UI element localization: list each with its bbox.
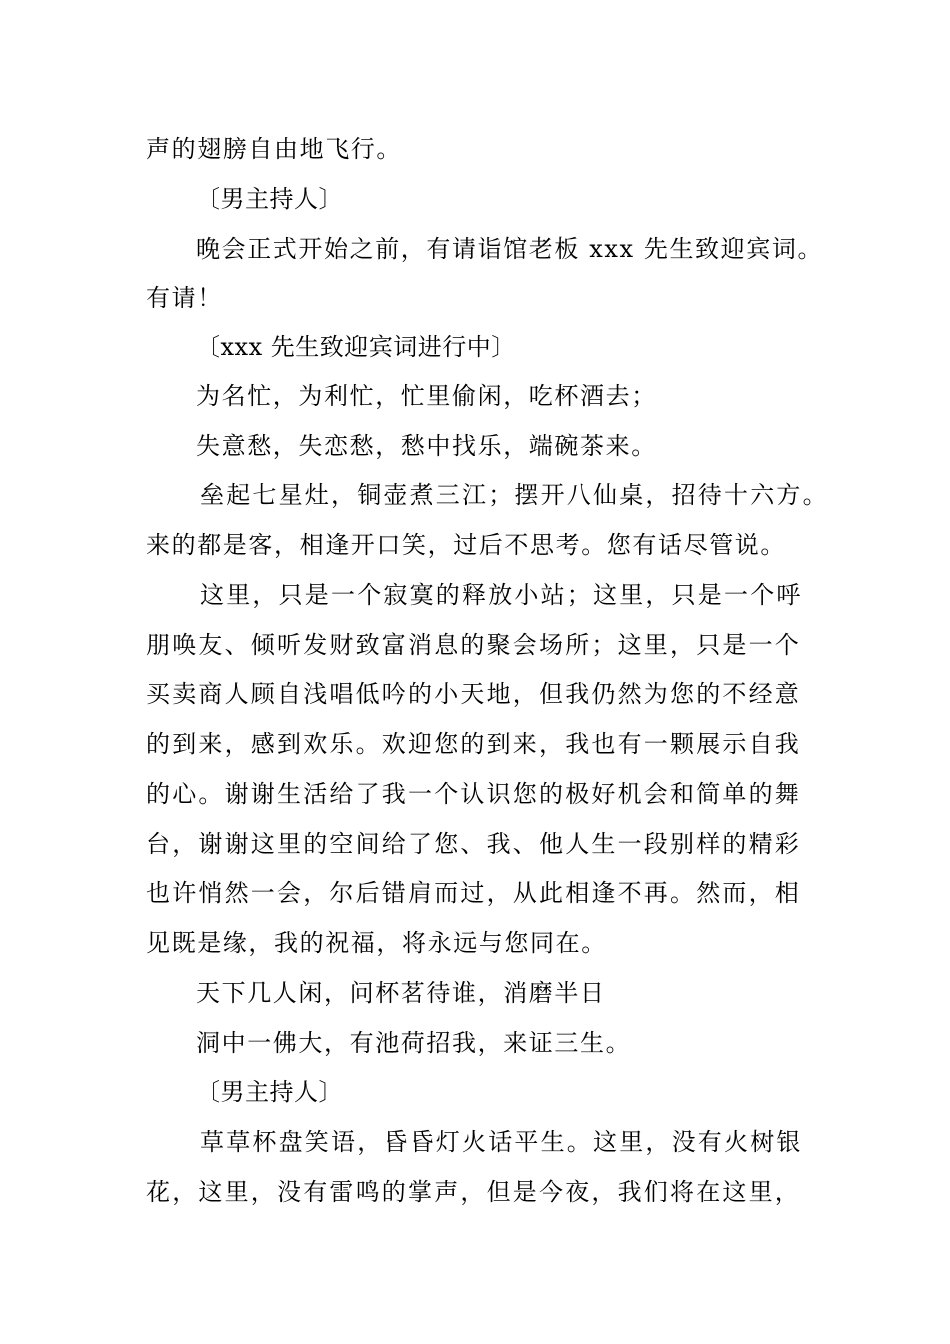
- text-line: 见既是缘，我的祝福，将永远与您同在。: [146, 929, 607, 957]
- text-line: 的到来，感到欢乐。欢迎您的到来，我也有一颗展示自我: [146, 730, 801, 758]
- text-line: 有请！: [146, 284, 223, 312]
- text-line: 垒起七星灶，铜壶煮三江；摆开八仙桌，招待十六方。: [200, 481, 829, 509]
- text-line: 买卖商人顾自浅唱低吟的小天地，但我仍然为您的不经意: [146, 680, 801, 708]
- verse-line: 洞中一佛大，有池荷招我，来证三生。: [196, 1029, 632, 1057]
- text-line: 来的都是客，相逢开口笑，过后不思考。您有话尽管说。: [146, 531, 786, 559]
- stage-direction: 〔xxx 先生致迎宾词进行中〕: [196, 333, 516, 361]
- verse-line: 失意愁，失恋愁，愁中找乐，端碗茶来。: [196, 432, 657, 460]
- verse-line: 天下几人闲，问杯茗待谁，消磨半日: [196, 979, 606, 1007]
- text-line: 朋唤友、倾听发财致富消息的聚会场所；这里，只是一个: [146, 631, 801, 659]
- text-line: 这里，只是一个寂寞的释放小站；这里，只是一个呼: [200, 581, 803, 609]
- text-line: 草草杯盘笑语，昏昏灯火话平生。这里，没有火树银: [200, 1128, 803, 1156]
- speaker-cue: 〔男主持人〕: [196, 185, 343, 213]
- speaker-cue: 〔男主持人〕: [196, 1078, 343, 1106]
- text-line: 声的翅膀自由地飞行。: [146, 135, 402, 163]
- text-line: 的心。谢谢生活给了我一个认识您的极好机会和简单的舞: [146, 780, 801, 808]
- text-line: 也许悄然一会，尔后错肩而过，从此相逢不再。然而，相: [146, 879, 801, 907]
- text-line: 花，这里，没有雷鸣的掌声，但是今夜，我们将在这里，: [146, 1178, 801, 1206]
- text-line: 晚会正式开始之前，有请诣馆老板 xxx 先生致迎宾词。: [196, 235, 824, 263]
- text-line: 台，谢谢这里的空间给了您、我、他人生一段别样的精彩: [146, 830, 801, 858]
- verse-line: 为名忙，为利忙，忙里偷闲，吃杯酒去；: [196, 382, 657, 410]
